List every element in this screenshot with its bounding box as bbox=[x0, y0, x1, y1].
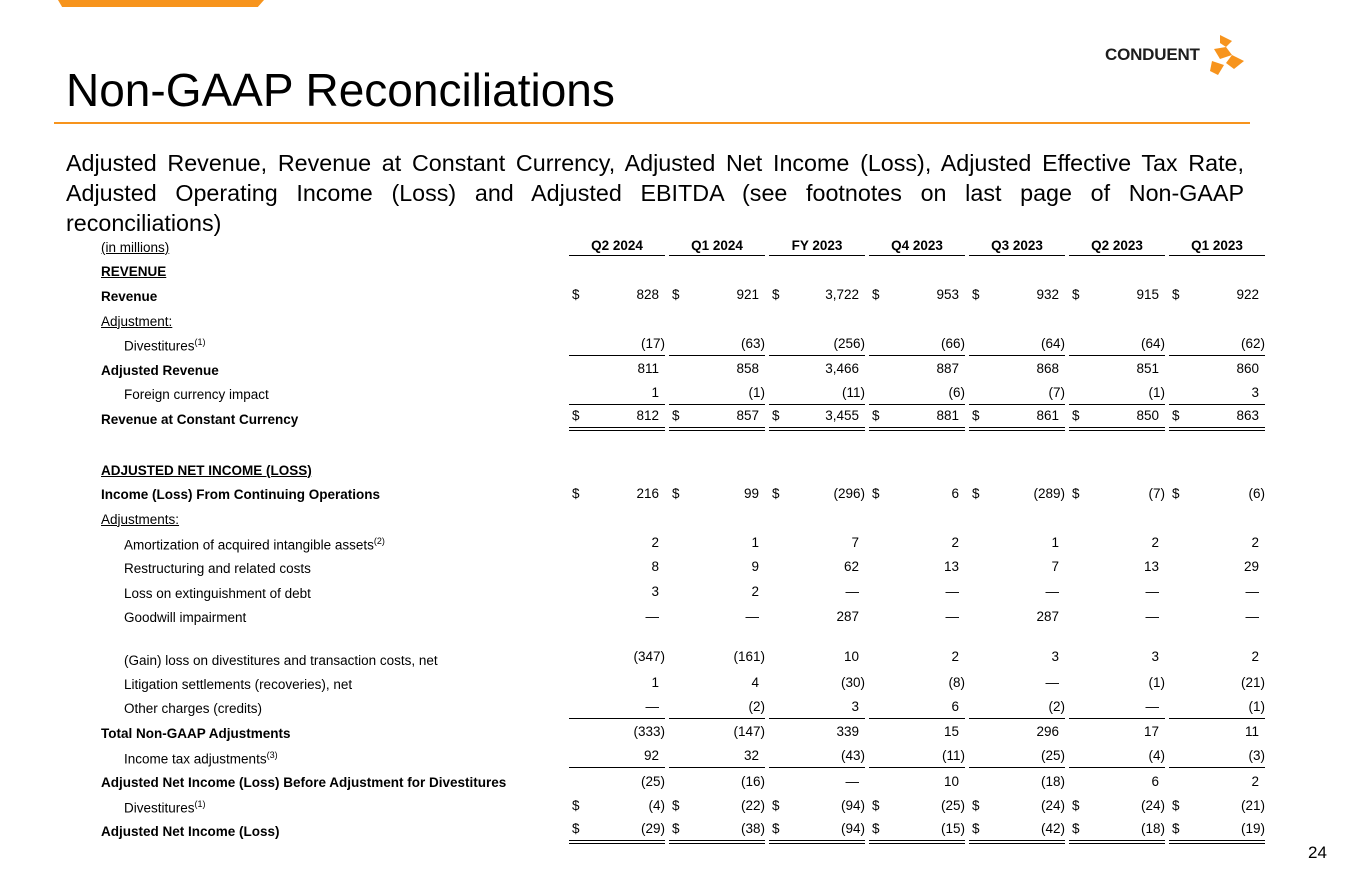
page-subtitle: Adjusted Revenue, Revenue at Constant Currency, Adjusted Net Income (Loss), Adjusted Effective Tax Rate, Adjusted Operating Income (Loss) and Adjusted EBITDA (see footnotes on last page of Non-GAAP reconciliations) bbox=[66, 150, 1244, 236]
row-label: Total Non-GAAP Adjustments bbox=[101, 725, 291, 741]
table-cell: $ (29) bbox=[569, 819, 669, 844]
table-cell bbox=[569, 507, 669, 532]
table-cell: $ 850 bbox=[1069, 407, 1169, 432]
table-cell: (2) bbox=[969, 697, 1069, 722]
table-cell: $ (24) bbox=[972, 798, 1065, 814]
table-cell: 811 bbox=[637, 361, 659, 377]
table-cell: $ 857 bbox=[669, 407, 769, 432]
table-cell: $ (296) bbox=[772, 485, 865, 501]
table-cell: $ (24) bbox=[1072, 798, 1165, 814]
table-cell: (347) bbox=[633, 648, 665, 664]
table-cell: $ 881 bbox=[869, 407, 969, 432]
table-cell bbox=[669, 507, 769, 532]
table-cell: 1 bbox=[1051, 534, 1059, 550]
table-cell: 62 bbox=[843, 559, 859, 575]
table-cell bbox=[1069, 309, 1169, 334]
spacer-row bbox=[101, 432, 1269, 458]
table-cell: (43) bbox=[769, 746, 869, 771]
table-cell: 296 bbox=[1036, 724, 1059, 740]
table-cell: — bbox=[569, 697, 669, 722]
table-cell: 9 bbox=[751, 559, 759, 575]
table-cell: $ 99 bbox=[672, 485, 759, 501]
table-cell: — bbox=[845, 584, 859, 600]
table-cell: 11 bbox=[1244, 724, 1259, 740]
row-label: Goodwill impairment bbox=[124, 610, 247, 626]
table-row bbox=[101, 333, 1269, 358]
table-cell: (62) bbox=[1169, 333, 1269, 358]
table-cell: $ (25) bbox=[872, 798, 965, 814]
table-cell: 3 bbox=[1169, 383, 1269, 408]
table-cell: $ 3,722 bbox=[772, 287, 859, 303]
table-cell: — bbox=[1069, 697, 1169, 722]
table-cell: 887 bbox=[936, 361, 959, 377]
table-cell: — bbox=[845, 773, 859, 789]
table-cell: — bbox=[1045, 675, 1059, 691]
table-cell: 287 bbox=[1036, 608, 1059, 624]
table-cell bbox=[1169, 507, 1269, 532]
table-cell: 1 bbox=[751, 534, 759, 550]
column-header: FY 2023 bbox=[769, 235, 869, 260]
table-cell: 7 bbox=[1051, 559, 1059, 575]
row-label: Other charges (credits) bbox=[124, 701, 263, 717]
reconciliation-table bbox=[101, 235, 1269, 844]
table-cell: 2 bbox=[1251, 773, 1259, 789]
table-cell: (1) bbox=[1148, 675, 1165, 691]
row-label: Adjusted Revenue bbox=[101, 362, 219, 378]
table-row bbox=[101, 507, 1269, 532]
table-cell: $ (42) bbox=[969, 819, 1069, 844]
row-label: (Gain) loss on divestitures and transaction costs, net bbox=[124, 652, 438, 668]
table-cell: 15 bbox=[943, 724, 959, 740]
conduent-logo bbox=[1105, 35, 1246, 75]
table-cell: 2 bbox=[951, 534, 959, 550]
title-divider bbox=[54, 122, 1250, 124]
table-cell: (64) bbox=[969, 333, 1069, 358]
table-cell: 7 bbox=[851, 534, 859, 550]
row-label: Litigation settlements (recoveries), net bbox=[124, 676, 353, 692]
table-row bbox=[101, 672, 1269, 697]
table-cell: — bbox=[1145, 608, 1159, 624]
row-label: Revenue bbox=[101, 288, 158, 304]
table-cell: — bbox=[1145, 584, 1159, 600]
table-cell: $ (94) bbox=[772, 798, 865, 814]
table-row bbox=[101, 309, 1269, 334]
table-cell: (11) bbox=[769, 383, 869, 408]
table-cell: — bbox=[645, 608, 659, 624]
conduent-logo-icon bbox=[1206, 35, 1246, 75]
table-row bbox=[101, 581, 1269, 606]
table-cell: $ (18) bbox=[1069, 819, 1169, 844]
table-cell: (30) bbox=[840, 675, 865, 691]
row-label: Adjusted Net Income (Loss) Before Adjustment for Divestitures bbox=[101, 775, 507, 791]
column-header: Q1 2023 bbox=[1169, 235, 1269, 260]
table-cell: $ 861 bbox=[969, 407, 1069, 432]
table-cell: $ 915 bbox=[1072, 287, 1159, 303]
table-cell: $ 216 bbox=[572, 485, 659, 501]
column-header: Q1 2024 bbox=[669, 235, 769, 260]
table-cell bbox=[1069, 507, 1169, 532]
table-cell: 2 bbox=[1251, 534, 1259, 550]
table-cell: (63) bbox=[669, 333, 769, 358]
table-cell: 851 bbox=[1136, 361, 1159, 377]
row-label: Adjusted Net Income (Loss) bbox=[101, 824, 280, 840]
table-row bbox=[101, 795, 1269, 820]
page-number: 24 bbox=[1308, 843, 1327, 862]
table-row bbox=[101, 383, 1269, 408]
table-cell: (8) bbox=[948, 675, 965, 691]
table-row bbox=[101, 770, 1269, 795]
row-label: Restructuring and related costs bbox=[124, 560, 311, 576]
column-header: Q3 2023 bbox=[969, 235, 1069, 260]
table-cell: 29 bbox=[1243, 559, 1259, 575]
table-row bbox=[101, 358, 1269, 383]
table-cell: (3) bbox=[1169, 746, 1269, 771]
table-cell: $ (94) bbox=[769, 819, 869, 844]
table-cell: 10 bbox=[943, 773, 959, 789]
table-row bbox=[101, 284, 1269, 309]
row-label: Adjustments: bbox=[101, 511, 180, 527]
table-cell: — bbox=[1245, 584, 1259, 600]
table-cell: (64) bbox=[1069, 333, 1169, 358]
table-cell: — bbox=[1045, 584, 1059, 600]
table-cell: 339 bbox=[836, 724, 859, 740]
table-cell: 2 bbox=[751, 584, 759, 600]
table-cell: 13 bbox=[1143, 559, 1159, 575]
row-label: Divestitures$^{(1)}$ bbox=[124, 798, 206, 816]
table-row bbox=[101, 482, 1269, 507]
table-cell: $ 921 bbox=[672, 287, 759, 303]
table-cell: 860 bbox=[1236, 361, 1259, 377]
table-cell: 1 bbox=[569, 383, 669, 408]
table-cell: (161) bbox=[733, 648, 765, 664]
table-cell bbox=[969, 507, 1069, 532]
table-cell: (16) bbox=[740, 773, 765, 789]
column-header: Q2 2023 bbox=[1069, 235, 1169, 260]
table-cell: 3 bbox=[1151, 648, 1159, 664]
table-cell: 10 bbox=[843, 648, 859, 664]
section-title: ADJUSTED NET INCOME (LOSS) bbox=[101, 462, 312, 478]
table-cell: 92 bbox=[569, 746, 669, 771]
row-label: Foreign currency impact bbox=[124, 387, 269, 403]
table-cell: 2 bbox=[1151, 534, 1159, 550]
table-cell: $ (6) bbox=[1172, 485, 1265, 501]
table-cell: (18) bbox=[1040, 773, 1065, 789]
table-cell bbox=[869, 309, 969, 334]
table-row bbox=[101, 746, 1269, 771]
table-cell: (1) bbox=[1069, 383, 1169, 408]
table-cell bbox=[1169, 309, 1269, 334]
top-accent-bar bbox=[58, 0, 264, 7]
section-title: REVENUE bbox=[101, 264, 167, 280]
table-cell: (147) bbox=[733, 724, 765, 740]
units-label: (in millions) bbox=[101, 239, 170, 255]
page-title: Non-GAAP Reconciliations bbox=[66, 64, 615, 116]
table-cell: (11) bbox=[869, 746, 969, 771]
table-cell: (66) bbox=[869, 333, 969, 358]
table-cell: 6 bbox=[869, 697, 969, 722]
table-cell: — bbox=[745, 608, 759, 624]
table-cell: $ (15) bbox=[869, 819, 969, 844]
row-label: Amortization of acquired intangible assets$^{(2)}$ bbox=[124, 535, 385, 553]
table-cell: 3,466 bbox=[825, 361, 859, 377]
column-header: Q2 2024 bbox=[569, 235, 669, 260]
table-cell: $ 812 bbox=[569, 407, 669, 432]
table-cell: $ 828 bbox=[572, 287, 659, 303]
table-cell: 3 bbox=[651, 584, 659, 600]
table-cell: 6 bbox=[1151, 773, 1159, 789]
row-label: Income (Loss) From Continuing Operations bbox=[101, 487, 381, 503]
table-cell bbox=[769, 507, 869, 532]
table-cell: $ (38) bbox=[669, 819, 769, 844]
table-cell bbox=[869, 507, 969, 532]
table-cell: 8 bbox=[651, 559, 659, 575]
table-cell: 2 bbox=[951, 648, 959, 664]
table-cell: $ 3,455 bbox=[769, 407, 869, 432]
table-row bbox=[101, 407, 1269, 432]
row-label: Income tax adjustments$^{(3)}$ bbox=[124, 749, 278, 767]
table-row bbox=[101, 721, 1269, 746]
table-cell: (1) bbox=[669, 383, 769, 408]
table-cell: 2 bbox=[1251, 648, 1259, 664]
table-cell: — bbox=[945, 608, 959, 624]
row-label: Adjustment: bbox=[101, 313, 173, 329]
table-cell: $ 953 bbox=[872, 287, 959, 303]
table-cell: 2 bbox=[651, 534, 659, 550]
table-cell: (25) bbox=[969, 746, 1069, 771]
table-row bbox=[101, 697, 1269, 722]
table-cell: (333) bbox=[633, 724, 665, 740]
section-header-row bbox=[101, 458, 1269, 483]
table-cell bbox=[969, 309, 1069, 334]
table-cell bbox=[569, 309, 669, 334]
table-cell: (21) bbox=[1240, 675, 1265, 691]
table-cell: $ (4) bbox=[572, 798, 665, 814]
table-cell: (256) bbox=[769, 333, 869, 358]
table-cell: $ 922 bbox=[1172, 287, 1259, 303]
table-cell: $ (289) bbox=[972, 485, 1065, 501]
table-cell: $ 6 bbox=[872, 485, 959, 501]
table-cell: (17) bbox=[569, 333, 669, 358]
table-cell: 3 bbox=[769, 697, 869, 722]
table-row bbox=[101, 819, 1269, 844]
table-cell: 858 bbox=[736, 361, 759, 377]
table-cell: $ (19) bbox=[1169, 819, 1269, 844]
table-cell: 4 bbox=[751, 675, 759, 691]
table-cell: (1) bbox=[1169, 697, 1269, 722]
table-cell: $ 863 bbox=[1169, 407, 1269, 432]
table-cell: (6) bbox=[869, 383, 969, 408]
table-cell: (4) bbox=[1069, 746, 1169, 771]
table-cell: — bbox=[945, 584, 959, 600]
table-row bbox=[101, 556, 1269, 581]
table-row bbox=[101, 605, 1269, 630]
table-cell: — bbox=[1245, 608, 1259, 624]
table-cell: (7) bbox=[969, 383, 1069, 408]
table-cell: $ 932 bbox=[972, 287, 1059, 303]
table-row bbox=[101, 630, 1269, 672]
table-cell: 868 bbox=[1036, 361, 1059, 377]
table-cell: 32 bbox=[669, 746, 769, 771]
row-label: Divestitures$^{(1)}$ bbox=[124, 337, 206, 354]
table-cell: 1 bbox=[651, 675, 659, 691]
logo-text: CONDUENT bbox=[1105, 45, 1200, 64]
row-label: Revenue at Constant Currency bbox=[101, 411, 299, 427]
section-header-row bbox=[101, 260, 1269, 285]
table-cell: 13 bbox=[943, 559, 959, 575]
table-cell: $ (22) bbox=[672, 798, 765, 814]
column-header: Q4 2023 bbox=[869, 235, 969, 260]
table-header-row bbox=[101, 235, 1269, 260]
table-cell: (25) bbox=[640, 773, 665, 789]
table-cell: $ (7) bbox=[1072, 485, 1165, 501]
table-cell: 3 bbox=[1051, 648, 1059, 664]
table-cell: (2) bbox=[669, 697, 769, 722]
table-cell bbox=[669, 309, 769, 334]
row-label: Loss on extinguishment of debt bbox=[124, 585, 311, 601]
table-cell: $ (21) bbox=[1172, 798, 1265, 814]
table-cell bbox=[769, 309, 869, 334]
table-cell: 17 bbox=[1143, 724, 1159, 740]
table-cell: 287 bbox=[836, 608, 859, 624]
table-row bbox=[101, 532, 1269, 557]
